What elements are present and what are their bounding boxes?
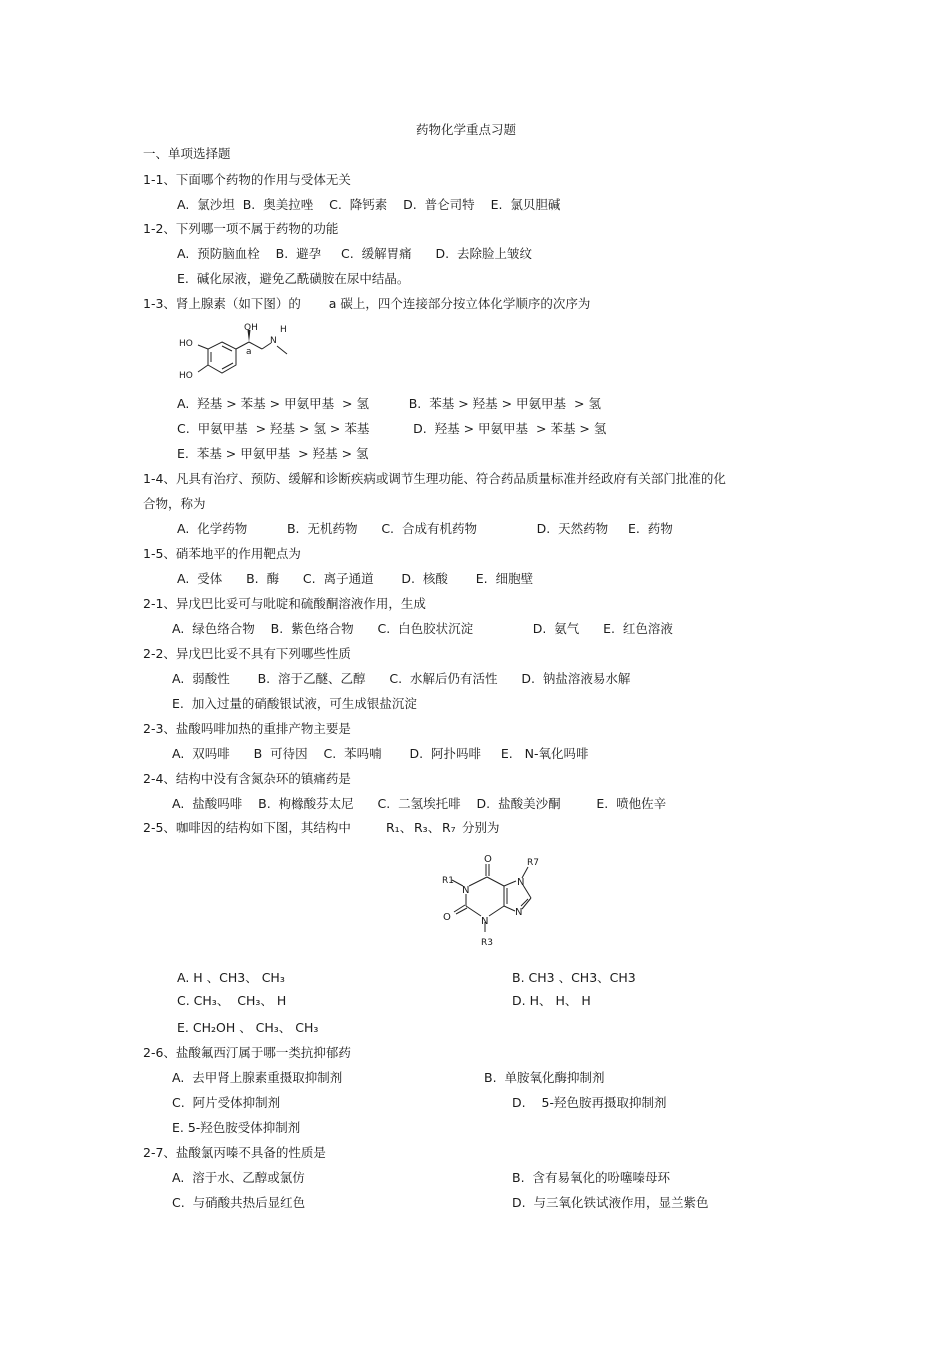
option-c: C. CH₃、 CH₃、 H: [177, 993, 287, 1008]
question-stem: 1-2、下列哪一项不属于药物的功能: [143, 221, 339, 236]
nitrogen-label: N: [515, 907, 523, 918]
option-d: D. H、 H、 H: [512, 993, 591, 1008]
caffeine-structure: [430, 848, 560, 952]
r1-label: R1: [442, 876, 454, 886]
oxygen-label: O: [443, 912, 451, 923]
alpha-carbon-label: a: [246, 347, 252, 357]
option-e: E. CH₂OH 、 CH₃、 CH₃: [177, 1020, 319, 1035]
option-b: B. 含有易氧化的吩噻嗪母环: [512, 1170, 670, 1185]
hydroxyl-label: HO: [179, 371, 193, 381]
hydroxyl-label: HO: [179, 339, 193, 349]
question-options: A. 双吗啡 B 可待因 C. 苯吗喃 D. 阿扑吗啡 E. N-氧化吗啡: [172, 746, 589, 761]
epinephrine-structure: [170, 318, 305, 388]
option-d: D. 5-羟色胺再摄取抑制剂: [512, 1095, 667, 1110]
oxygen-label: O: [484, 854, 492, 865]
question-stem: 1-1、下面哪个药物的作用与受体无关: [143, 172, 351, 187]
question-stem: 2-1、异戊巴比妥可与吡啶和硫酸酮溶液作用，生成: [143, 596, 426, 611]
nitrogen-label: N: [517, 877, 525, 888]
question-options: A. 羟基 > 苯基 > 甲氨甲基 > 氢 B. 苯基 > 羟基 > 甲氨甲基 > 氢: [177, 396, 601, 411]
question-options: A. 氯沙坦 B. 奥美拉唑 C. 降钙素 D. 普仑司特 E. 氯贝胆碱: [177, 197, 561, 212]
substituent-label: R₃、: [414, 820, 441, 835]
question-stem: 2-2、异戊巴比妥不具有下列哪些性质: [143, 646, 351, 661]
question-stem: 2-7、盐酸氯丙嗪不具备的性质是: [143, 1145, 326, 1160]
question-options: E. 碱化尿液，避免乙酰磺胺在尿中结晶。: [177, 271, 410, 286]
option-b: B. 单胺氧化酶抑制剂: [484, 1070, 605, 1085]
nitrogen-label: N: [270, 336, 277, 346]
question-options: A. 预防脑血栓 B. 避孕 C. 缓解胃痛 D. 去除脸上皱纹: [177, 246, 533, 261]
option-c: C. 与硝酸共热后显红色: [172, 1195, 306, 1210]
option-c: C. 阿片受体抑制剂: [172, 1095, 281, 1110]
option-d: D. 与三氧化铁试液作用，显兰紫色: [512, 1195, 709, 1210]
option-b: B. CH3 、CH3、CH3: [512, 970, 636, 985]
r7-label: R7: [527, 858, 539, 868]
question-stem: 2-4、结构中没有含氮杂环的镇痛药是: [143, 771, 351, 786]
question-stem: 分别为: [462, 820, 500, 835]
hydroxyl-label: OH: [244, 323, 258, 333]
hydrogen-label: H: [280, 325, 287, 335]
question-options: A. 化学药物 B. 无机药物 C. 合成有机药物 D. 天然药物 E. 药物: [177, 521, 673, 536]
option-a: A. 去甲肾上腺素重摄取抑制剂: [172, 1070, 343, 1085]
question-stem: 2-6、盐酸氟西汀属于哪一类抗抑郁药: [143, 1045, 351, 1060]
substituent-label: R₁、: [386, 820, 413, 835]
question-options: E. 加入过量的硝酸银试液，可生成银盐沉淀: [172, 696, 417, 711]
option-a: A. H 、CH3、 CH₃: [177, 970, 285, 985]
question-options: A. 受体 B. 酶 C. 离子通道 D. 核酸 E. 细胞壁: [177, 571, 534, 586]
option-e: E. 5-羟色胺受体抑制剂: [172, 1120, 301, 1135]
question-stem: 2-5、咖啡因的结构如下图，其结构中: [143, 820, 351, 835]
question-stem: 2-3、盐酸吗啡加热的重排产物主要是: [143, 721, 351, 736]
question-options: A. 绿色络合物 B. 紫色络合物 C. 白色胶状沉淀 D. 氨气 E. 红色溶液: [172, 621, 673, 636]
question-stem: 1-4、凡具有治疗、预防、缓解和诊断疾病或调节生理功能、符合药品质量标准并经政府有关部门批准的化: [143, 471, 726, 486]
question-options: A. 盐酸吗啡 B. 枸橼酸芬太尼 C. 二氢埃托啡 D. 盐酸美沙酮 E. 喷他佐辛: [172, 796, 667, 811]
question-options: E. 苯基 > 甲氨甲基 > 羟基 > 氢: [177, 446, 369, 461]
section-heading: 一、单项选择题: [143, 146, 231, 161]
question-stem: 1-5、硝苯地平的作用靶点为: [143, 546, 301, 561]
question-stem: 1-3、肾上腺素（如下图）的 a 碳上，四个连接部分按立体化学顺序的次序为: [143, 296, 591, 311]
option-a: A. 溶于水、乙醇或氯仿: [172, 1170, 305, 1185]
question-options: A. 弱酸性 B. 溶于乙醚、乙醇 C. 水解后仍有活性 D. 钠盐溶液易水解: [172, 671, 631, 686]
substituent-label: R₇: [442, 820, 456, 835]
question-stem: 合物，称为: [143, 496, 206, 511]
question-options: C. 甲氨甲基 > 羟基 > 氢 > 苯基 D. 羟基 > 甲氨甲基 > 苯基 > 氢: [177, 421, 607, 436]
nitrogen-label: N: [462, 885, 470, 896]
r3-label: R3: [481, 938, 493, 948]
page-title: 药物化学重点习题: [416, 122, 517, 137]
nitrogen-label: N: [481, 916, 489, 927]
